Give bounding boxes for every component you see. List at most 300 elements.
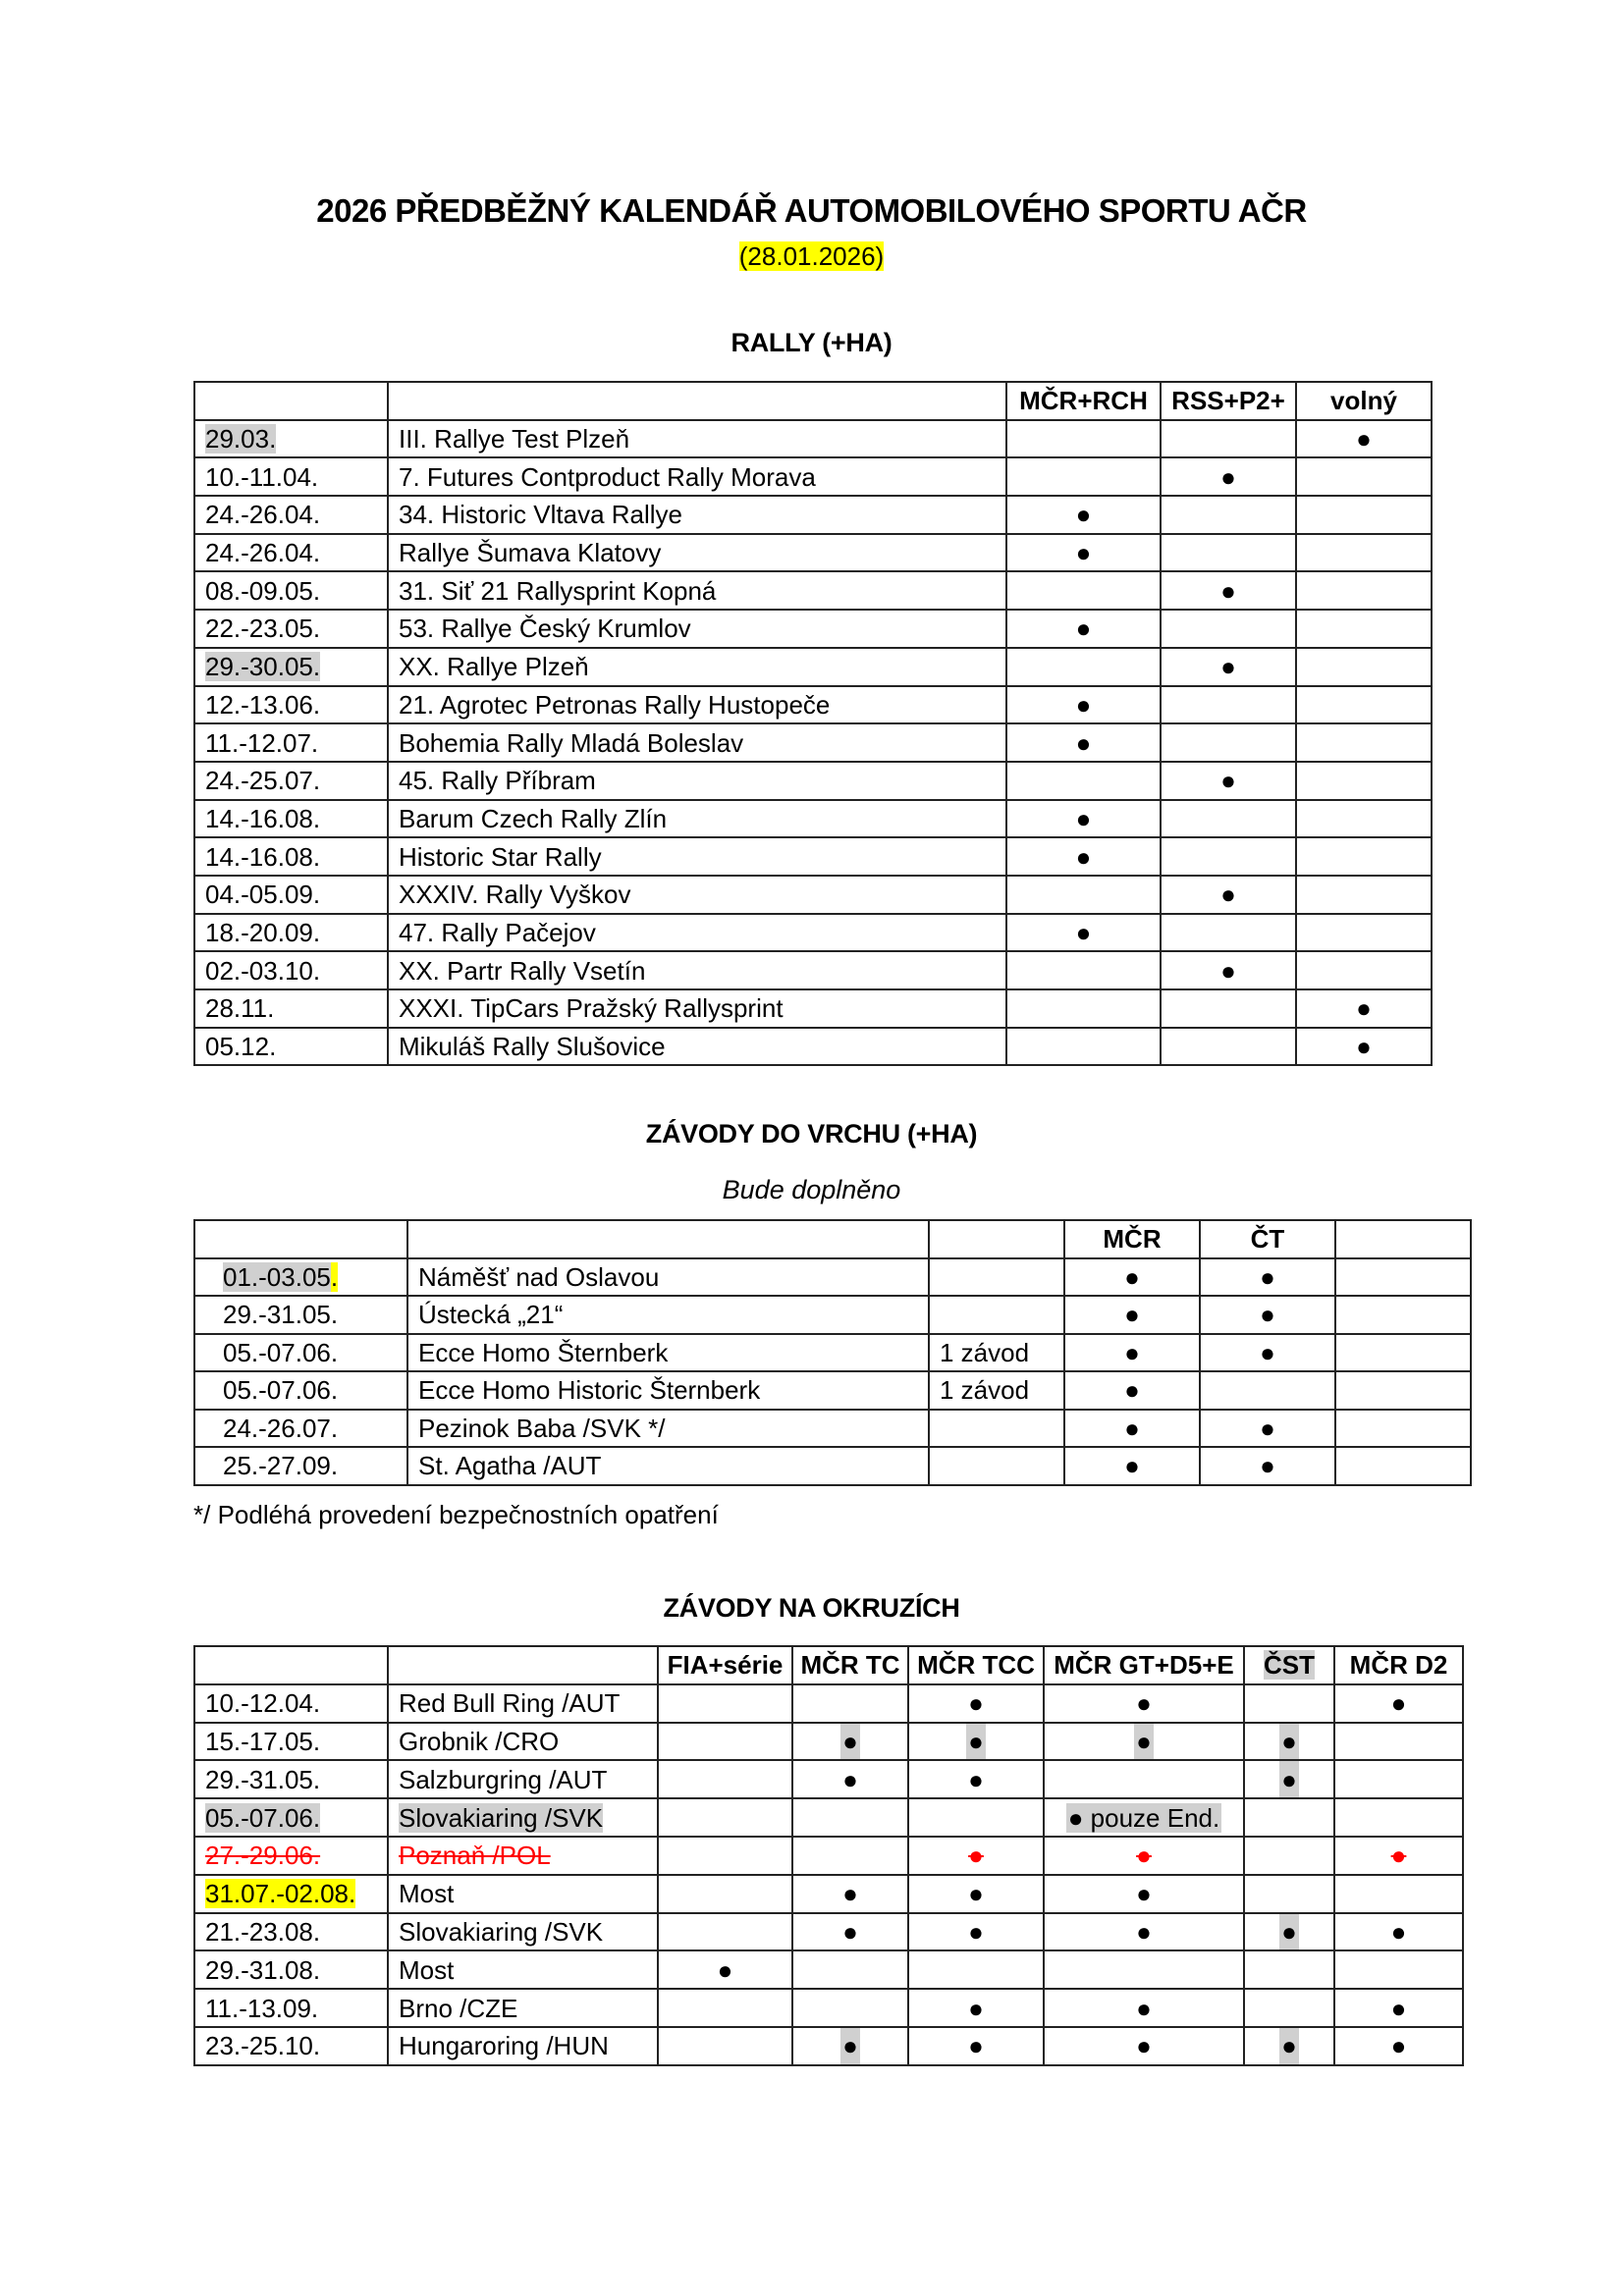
circuit-event-row — [194, 1989, 1463, 2027]
column-header-label: FIA+série — [667, 1650, 784, 1681]
hillclimb-header-row — [194, 1220, 1471, 1258]
circuit-column-header — [1334, 1646, 1463, 1684]
rally-event-row — [194, 1028, 1432, 1066]
event-date: 05.-07.06. — [205, 1802, 321, 1833]
event-name: Poznaň /POL — [399, 1841, 551, 1871]
series-mark-cell — [908, 1913, 1044, 1951]
event-note-cell — [929, 1334, 1064, 1372]
hillclimb-column-header — [1335, 1220, 1471, 1258]
series-mark-cell — [908, 1875, 1044, 1913]
rally-event-row — [194, 648, 1432, 686]
series-mark-cell — [1161, 723, 1296, 762]
event-name: Grobnik /CRO — [399, 1726, 560, 1756]
event-name-cell — [388, 762, 1006, 800]
series-mark-cell — [1161, 534, 1296, 572]
series-mark-cell — [1296, 648, 1432, 686]
event-name: Ecce Homo Šternberk — [418, 1337, 669, 1367]
series-mark-cell — [1161, 1028, 1296, 1066]
series-mark-cell — [658, 2027, 792, 2065]
series-mark-cell — [1044, 1837, 1244, 1875]
series-mark-cell — [1006, 534, 1161, 572]
event-name: Salzburgring /AUT — [399, 1764, 608, 1794]
series-mark-cell — [1161, 800, 1296, 838]
rally-event-row — [194, 762, 1432, 800]
event-name: 47. Rally Pačejov — [399, 917, 596, 947]
event-name: Most — [399, 1954, 455, 1985]
bullet-dot-icon: ● — [840, 2027, 860, 2065]
series-mark-cell — [908, 1989, 1044, 2027]
series-mark-cell — [1006, 610, 1161, 648]
bullet-dot-icon: ● — [1390, 1916, 1407, 1947]
series-mark-cell — [1244, 1723, 1334, 1761]
series-mark-cell — [1296, 723, 1432, 762]
hillclimb-section-title: ZÁVODY DO VRCHU (+HA) — [645, 1119, 978, 1148]
series-mark-cell — [908, 1723, 1044, 1761]
series-mark-cell — [1334, 1875, 1463, 1913]
bullet-dot-icon: ● — [1390, 1688, 1407, 1719]
series-mark-cell — [908, 1684, 1044, 1723]
bullet-dot-icon: ● — [1279, 2027, 1299, 2065]
event-date: 24.-25.07. — [205, 766, 321, 796]
series-mark-cell — [792, 2027, 908, 2065]
series-mark-cell — [1006, 951, 1161, 989]
event-date: 23.-25.10. — [205, 2031, 321, 2061]
circuit-section-title: ZÁVODY NA OKRUZÍCH — [663, 1593, 960, 1623]
event-name-cell — [388, 1875, 658, 1913]
circuit-event-row — [194, 1798, 1463, 1837]
rally-event-row — [194, 989, 1432, 1028]
series-mark-cell — [1161, 571, 1296, 610]
series-mark-cell — [1200, 1296, 1335, 1334]
event-date: 24.-26.04. — [205, 500, 321, 530]
rally-event-row — [194, 457, 1432, 496]
bullet-dot-icon: ● — [1220, 880, 1236, 910]
event-note-cell — [929, 1410, 1064, 1448]
event-date-cell — [194, 762, 388, 800]
circuit-event-row — [194, 1723, 1463, 1761]
event-name: Red Bull Ring /AUT — [399, 1688, 621, 1719]
event-name: Ecce Homo Historic Šternberk — [418, 1375, 761, 1406]
bullet-dot-icon: ● — [1220, 955, 1236, 986]
bullet-dot-icon: ● — [1124, 1300, 1140, 1330]
series-mark-cell — [1334, 1798, 1463, 1837]
series-mark-cell — [1006, 914, 1161, 952]
series-mark-cell — [1006, 762, 1161, 800]
series-mark-cell — [1064, 1334, 1200, 1372]
series-mark-cell — [1044, 2027, 1244, 2065]
series-mark-cell — [792, 1798, 908, 1837]
series-mark-cell — [1064, 1371, 1200, 1410]
series-mark-cell — [1044, 1875, 1244, 1913]
series-mark-cell — [1296, 762, 1432, 800]
event-name: 34. Historic Vltava Rallye — [399, 500, 682, 530]
bullet-dot-icon: ● — [842, 1916, 858, 1947]
event-name: Barum Czech Rally Zlín — [399, 803, 668, 833]
series-mark-cell — [1161, 496, 1296, 534]
hillclimb-column-header: MČR — [1064, 1220, 1200, 1258]
series-mark-cell — [792, 1837, 908, 1875]
event-name-cell — [407, 1296, 929, 1334]
rally-event-row — [194, 571, 1432, 610]
rally-event-row — [194, 914, 1432, 952]
series-mark-cell — [1334, 1723, 1463, 1761]
rally-column-header: volný — [1296, 382, 1432, 420]
rally-header-row — [194, 382, 1432, 420]
event-date: 29.-31.05. — [205, 1764, 321, 1794]
event-date: 11.-13.09. — [205, 1993, 319, 2023]
series-mark-cell — [1064, 1296, 1200, 1334]
empty-cell — [1335, 1447, 1471, 1485]
series-mark-cell — [792, 1684, 908, 1723]
event-date-cell — [194, 1684, 388, 1723]
hillclimb-subtitle: Bude doplněno — [722, 1175, 901, 1204]
series-mark-cell — [1296, 876, 1432, 914]
event-name: Náměšť nad Oslavou — [418, 1261, 660, 1292]
bullet-dot-icon: ● — [1260, 1451, 1275, 1481]
event-name-cell — [388, 571, 1006, 610]
series-mark-cell — [1044, 1798, 1244, 1837]
series-mark-cell — [1200, 1258, 1335, 1297]
event-name-cell — [388, 457, 1006, 496]
series-mark-cell — [908, 1798, 1044, 1837]
event-date: 02.-03.10. — [205, 955, 321, 986]
rally-event-row — [194, 610, 1432, 648]
series-mark-cell — [1006, 496, 1161, 534]
event-note: 1 závod — [940, 1375, 1030, 1406]
event-name-cell — [388, 876, 1006, 914]
column-header-label: MČR GT+D5+E — [1054, 1650, 1234, 1681]
event-name: Most — [399, 1879, 455, 1909]
event-date-cell — [194, 1447, 407, 1485]
document-title: 2026 PŘEDBĚŽNÝ KALENDÁŘ AUTOMOBILOVÉHO SPORTU AČR — [316, 192, 1307, 229]
series-mark-cell — [658, 1684, 792, 1723]
bullet-dot-icon: ● — [1124, 1451, 1140, 1481]
bullet-dot-icon: ● — [968, 1688, 984, 1719]
event-date-cell — [194, 496, 388, 534]
series-mark-cell — [1244, 1837, 1334, 1875]
series-mark-cell — [1006, 648, 1161, 686]
hillclimb-event-row — [194, 1410, 1471, 1448]
bullet-dot-icon: ● — [1136, 1841, 1152, 1871]
rally-event-row — [194, 420, 1432, 458]
event-name: 21. Agrotec Petronas Rally Hustopeče — [399, 689, 831, 720]
series-mark-cell — [1244, 1798, 1334, 1837]
series-mark-cell — [1161, 762, 1296, 800]
series-mark-cell — [1296, 457, 1432, 496]
event-name: III. Rallye Test Plzeň — [399, 424, 630, 454]
circuit-column-header — [1244, 1646, 1334, 1684]
event-date-cell — [194, 1950, 388, 1989]
event-name-cell — [388, 1913, 658, 1951]
circuit-table — [193, 1645, 1464, 2066]
bullet-dot-icon: ● — [1279, 1723, 1299, 1761]
series-mark-cell — [1244, 1684, 1334, 1723]
event-date: 11.-12.07. — [205, 727, 319, 758]
bullet-dot-icon: ● — [1260, 1300, 1275, 1330]
event-date: 29.-30.05. — [205, 652, 321, 682]
event-date: 04.-05.09. — [205, 880, 321, 910]
bullet-dot-icon: ● — [968, 1841, 984, 1871]
event-date-cell — [194, 686, 388, 724]
event-name: Mikuláš Rally Slušovice — [399, 1032, 666, 1062]
event-date-cell — [194, 989, 388, 1028]
circuit-event-row — [194, 1913, 1463, 1951]
event-date: 29.-31.08. — [205, 1954, 321, 1985]
empty-cell — [1335, 1296, 1471, 1334]
event-date-cell — [194, 876, 388, 914]
bullet-dot-icon: ● — [1220, 461, 1236, 492]
event-date: 24.-26.07. — [223, 1413, 339, 1443]
hillclimb-column-header — [407, 1220, 929, 1258]
event-name-cell — [407, 1258, 929, 1297]
series-mark-cell — [1334, 1760, 1463, 1798]
rally-event-row — [194, 496, 1432, 534]
hillclimb-event-row — [194, 1334, 1471, 1372]
bullet-dot-icon: ● — [1260, 1413, 1275, 1443]
series-mark-cell — [1244, 1950, 1334, 1989]
bullet-dot-icon: ● — [1220, 575, 1236, 606]
series-mark-cell — [1296, 914, 1432, 952]
bullet-dot-icon: ● — [1136, 1688, 1152, 1719]
bullet-dot-icon: ● — [1279, 1760, 1299, 1798]
event-note: 1 závod — [940, 1337, 1030, 1367]
bullet-dot-icon: ● — [1220, 652, 1236, 682]
series-mark-cell — [1334, 1684, 1463, 1723]
event-name-cell — [388, 837, 1006, 876]
bullet-dot-icon: ● — [1136, 1916, 1152, 1947]
hillclimb-footnote: */ Podléhá provedení bezpečnostních opatření — [193, 1500, 719, 1529]
event-date: 15.-17.05. — [205, 1726, 321, 1756]
bullet-dot-icon: ● — [1390, 2031, 1407, 2061]
event-date: 31.07.-02.08. — [205, 1879, 356, 1909]
bullet-dot-icon: ● — [842, 1879, 858, 1909]
series-mark-cell — [1296, 496, 1432, 534]
series-mark-cell — [1296, 686, 1432, 724]
event-date: 14.-16.08. — [205, 803, 321, 833]
series-mark-cell — [658, 1837, 792, 1875]
event-date: 29.-31.05. — [223, 1300, 339, 1330]
event-date-cell — [194, 1837, 388, 1875]
circuit-column-header — [388, 1646, 658, 1684]
event-date: 08.-09.05. — [205, 575, 321, 606]
hillclimb-event-row — [194, 1296, 1471, 1334]
bullet-dot-icon: ● — [1075, 614, 1092, 644]
event-name: Historic Star Rally — [399, 841, 602, 872]
event-date: 12.-13.06. — [205, 689, 321, 720]
event-name: Pezinok Baba /SVK */ — [418, 1413, 666, 1443]
bullet-dot-icon: ● — [1124, 1413, 1140, 1443]
circuit-column-header — [1044, 1646, 1244, 1684]
event-name: XXXI. TipCars Pražský Rallysprint — [399, 993, 784, 1024]
series-mark-cell — [1296, 837, 1432, 876]
series-mark-cell — [1296, 534, 1432, 572]
rally-event-row — [194, 876, 1432, 914]
rally-event-row — [194, 951, 1432, 989]
event-name: Hungaroring /HUN — [399, 2031, 609, 2061]
series-mark-cell — [1064, 1410, 1200, 1448]
event-name-cell — [388, 648, 1006, 686]
series-mark-cell — [1006, 800, 1161, 838]
series-mark-cell — [1200, 1447, 1335, 1485]
event-name: Brno /CZE — [399, 1993, 518, 2023]
series-mark-cell — [1044, 1913, 1244, 1951]
circuit-event-row — [194, 2027, 1463, 2065]
event-date-cell — [194, 2027, 388, 2065]
bullet-dot-icon: ● — [1260, 1337, 1275, 1367]
series-mark-cell — [1044, 1760, 1244, 1798]
event-date-cell — [194, 1723, 388, 1761]
event-note-cell — [929, 1447, 1064, 1485]
event-name: Ústecká „21“ — [418, 1300, 564, 1330]
series-mark-cell — [1334, 2027, 1463, 2065]
event-name-cell — [388, 1028, 1006, 1066]
bullet-dot-icon: ● — [1075, 803, 1092, 833]
empty-cell — [1335, 1258, 1471, 1297]
event-date-cell — [194, 457, 388, 496]
circuit-header-row — [194, 1646, 1463, 1684]
series-mark-cell — [1044, 1950, 1244, 1989]
event-name-cell — [388, 496, 1006, 534]
series-mark-cell — [1334, 1950, 1463, 1989]
series-mark-cell — [1006, 686, 1161, 724]
series-mark-cell — [1161, 989, 1296, 1028]
event-name: Rallye Šumava Klatovy — [399, 538, 662, 568]
event-date-cell — [194, 1989, 388, 2027]
event-date-cell — [194, 1913, 388, 1951]
hillclimb-event-row — [194, 1371, 1471, 1410]
bullet-dot-icon: ● — [968, 2031, 984, 2061]
event-name: St. Agatha /AUT — [418, 1451, 602, 1481]
bullet-dot-icon: ● — [840, 1723, 860, 1761]
empty-cell — [1335, 1371, 1471, 1410]
event-date-cell — [194, 534, 388, 572]
bullet-dot-icon: ● — [1124, 1375, 1140, 1406]
bullet-dot-icon: ● — [1260, 1261, 1275, 1292]
bullet-dot-icon: ● — [1075, 538, 1092, 568]
event-name-cell — [388, 1989, 658, 2027]
event-name-cell — [388, 1723, 658, 1761]
event-date-cell — [194, 1371, 407, 1410]
series-mark-cell — [1006, 989, 1161, 1028]
bullet-dot-icon: ● — [1279, 1913, 1299, 1951]
event-name-cell — [388, 2027, 658, 2065]
event-date-cell — [194, 1028, 388, 1066]
rally-event-row — [194, 723, 1432, 762]
rally-event-row — [194, 800, 1432, 838]
circuit-column-header — [908, 1646, 1044, 1684]
event-name-cell — [407, 1410, 929, 1448]
series-mark-cell — [1006, 457, 1161, 496]
event-name: Slovakiaring /SVK — [399, 1802, 604, 1833]
bullet-dot-icon: ● — [1124, 1261, 1140, 1292]
series-mark-cell — [1044, 1989, 1244, 2027]
series-mark-cell — [792, 1950, 908, 1989]
event-name: Slovakiaring /SVK — [399, 1916, 604, 1947]
event-name-cell — [388, 800, 1006, 838]
series-mark-cell — [908, 1950, 1044, 1989]
circuit-event-row — [194, 1875, 1463, 1913]
series-mark-cell — [792, 1760, 908, 1798]
event-date-cell — [194, 951, 388, 989]
event-name-cell — [407, 1334, 929, 1372]
series-mark-cell — [1161, 951, 1296, 989]
event-date-cell — [194, 1296, 407, 1334]
series-mark-cell — [792, 1913, 908, 1951]
series-mark-cell — [1334, 1837, 1463, 1875]
event-date: 27.-29.06. — [205, 1841, 321, 1871]
empty-cell — [1335, 1410, 1471, 1448]
bullet-dot-icon: ● — [1220, 766, 1236, 796]
event-name-cell — [388, 420, 1006, 458]
event-date: 10.-11.04. — [205, 461, 319, 492]
event-name-cell — [407, 1371, 929, 1410]
series-mark-cell — [1006, 837, 1161, 876]
bullet-dot-icon: ● — [1390, 1841, 1407, 1871]
circuit-event-row — [194, 1950, 1463, 1989]
bullet-dot-icon: ● — [1356, 1032, 1372, 1062]
bullet-dot-icon: ● — [717, 1954, 733, 1985]
event-date-cell — [194, 571, 388, 610]
event-name-cell — [388, 723, 1006, 762]
bullet-dot-icon: ● — [1136, 2031, 1152, 2061]
rally-column-header: MČR+RCH — [1006, 382, 1161, 420]
series-mark-cell — [1244, 1875, 1334, 1913]
series-mark-cell — [658, 1875, 792, 1913]
rally-table — [193, 381, 1433, 1066]
rally-column-header — [194, 382, 388, 420]
event-date-cell — [194, 1875, 388, 1913]
series-mark-cell — [1161, 457, 1296, 496]
bullet-dot-icon: ● — [842, 1764, 858, 1794]
series-mark-cell — [1006, 571, 1161, 610]
event-name: 53. Rallye Český Krumlov — [399, 614, 691, 644]
event-name-cell — [388, 1760, 658, 1798]
series-mark-cell — [1334, 1913, 1463, 1951]
rally-section-title: RALLY (+HA) — [730, 328, 893, 357]
bullet-dot-icon: ● — [1075, 689, 1092, 720]
bullet-dot-icon: ● — [1075, 727, 1092, 758]
series-mark-cell — [1161, 610, 1296, 648]
series-mark-cell — [792, 1723, 908, 1761]
event-note-cell — [929, 1371, 1064, 1410]
hillclimb-column-header — [929, 1220, 1064, 1258]
series-mark-cell — [1006, 723, 1161, 762]
series-mark-cell — [658, 1950, 792, 1989]
series-mark-cell — [1296, 571, 1432, 610]
event-name-cell — [388, 914, 1006, 952]
rally-event-row — [194, 534, 1432, 572]
event-name-cell — [388, 686, 1006, 724]
bullet-dot-icon: ● — [1136, 1993, 1152, 2023]
event-date-cell — [194, 914, 388, 952]
bullet-dot-icon: ● — [966, 1723, 986, 1761]
event-name: XX. Rallye Plzeň — [399, 652, 589, 682]
series-mark-cell — [1200, 1410, 1335, 1448]
series-mark-cell — [1200, 1371, 1335, 1410]
event-date: 25.-27.09. — [223, 1451, 339, 1481]
column-header-label: MČR TC — [800, 1650, 900, 1681]
series-mark-cell — [1296, 800, 1432, 838]
event-name-cell — [388, 1798, 658, 1837]
event-date-cell — [194, 1798, 388, 1837]
bullet-dot-icon: ● — [1390, 1993, 1407, 2023]
bullet-dot-icon: ● — [968, 1879, 984, 1909]
event-date-cell — [194, 800, 388, 838]
series-mark-cell — [1244, 1913, 1334, 1951]
series-mark-cell — [1161, 914, 1296, 952]
series-mark-cell — [1296, 1028, 1432, 1066]
bullet-dot-icon: ● — [1075, 500, 1092, 530]
